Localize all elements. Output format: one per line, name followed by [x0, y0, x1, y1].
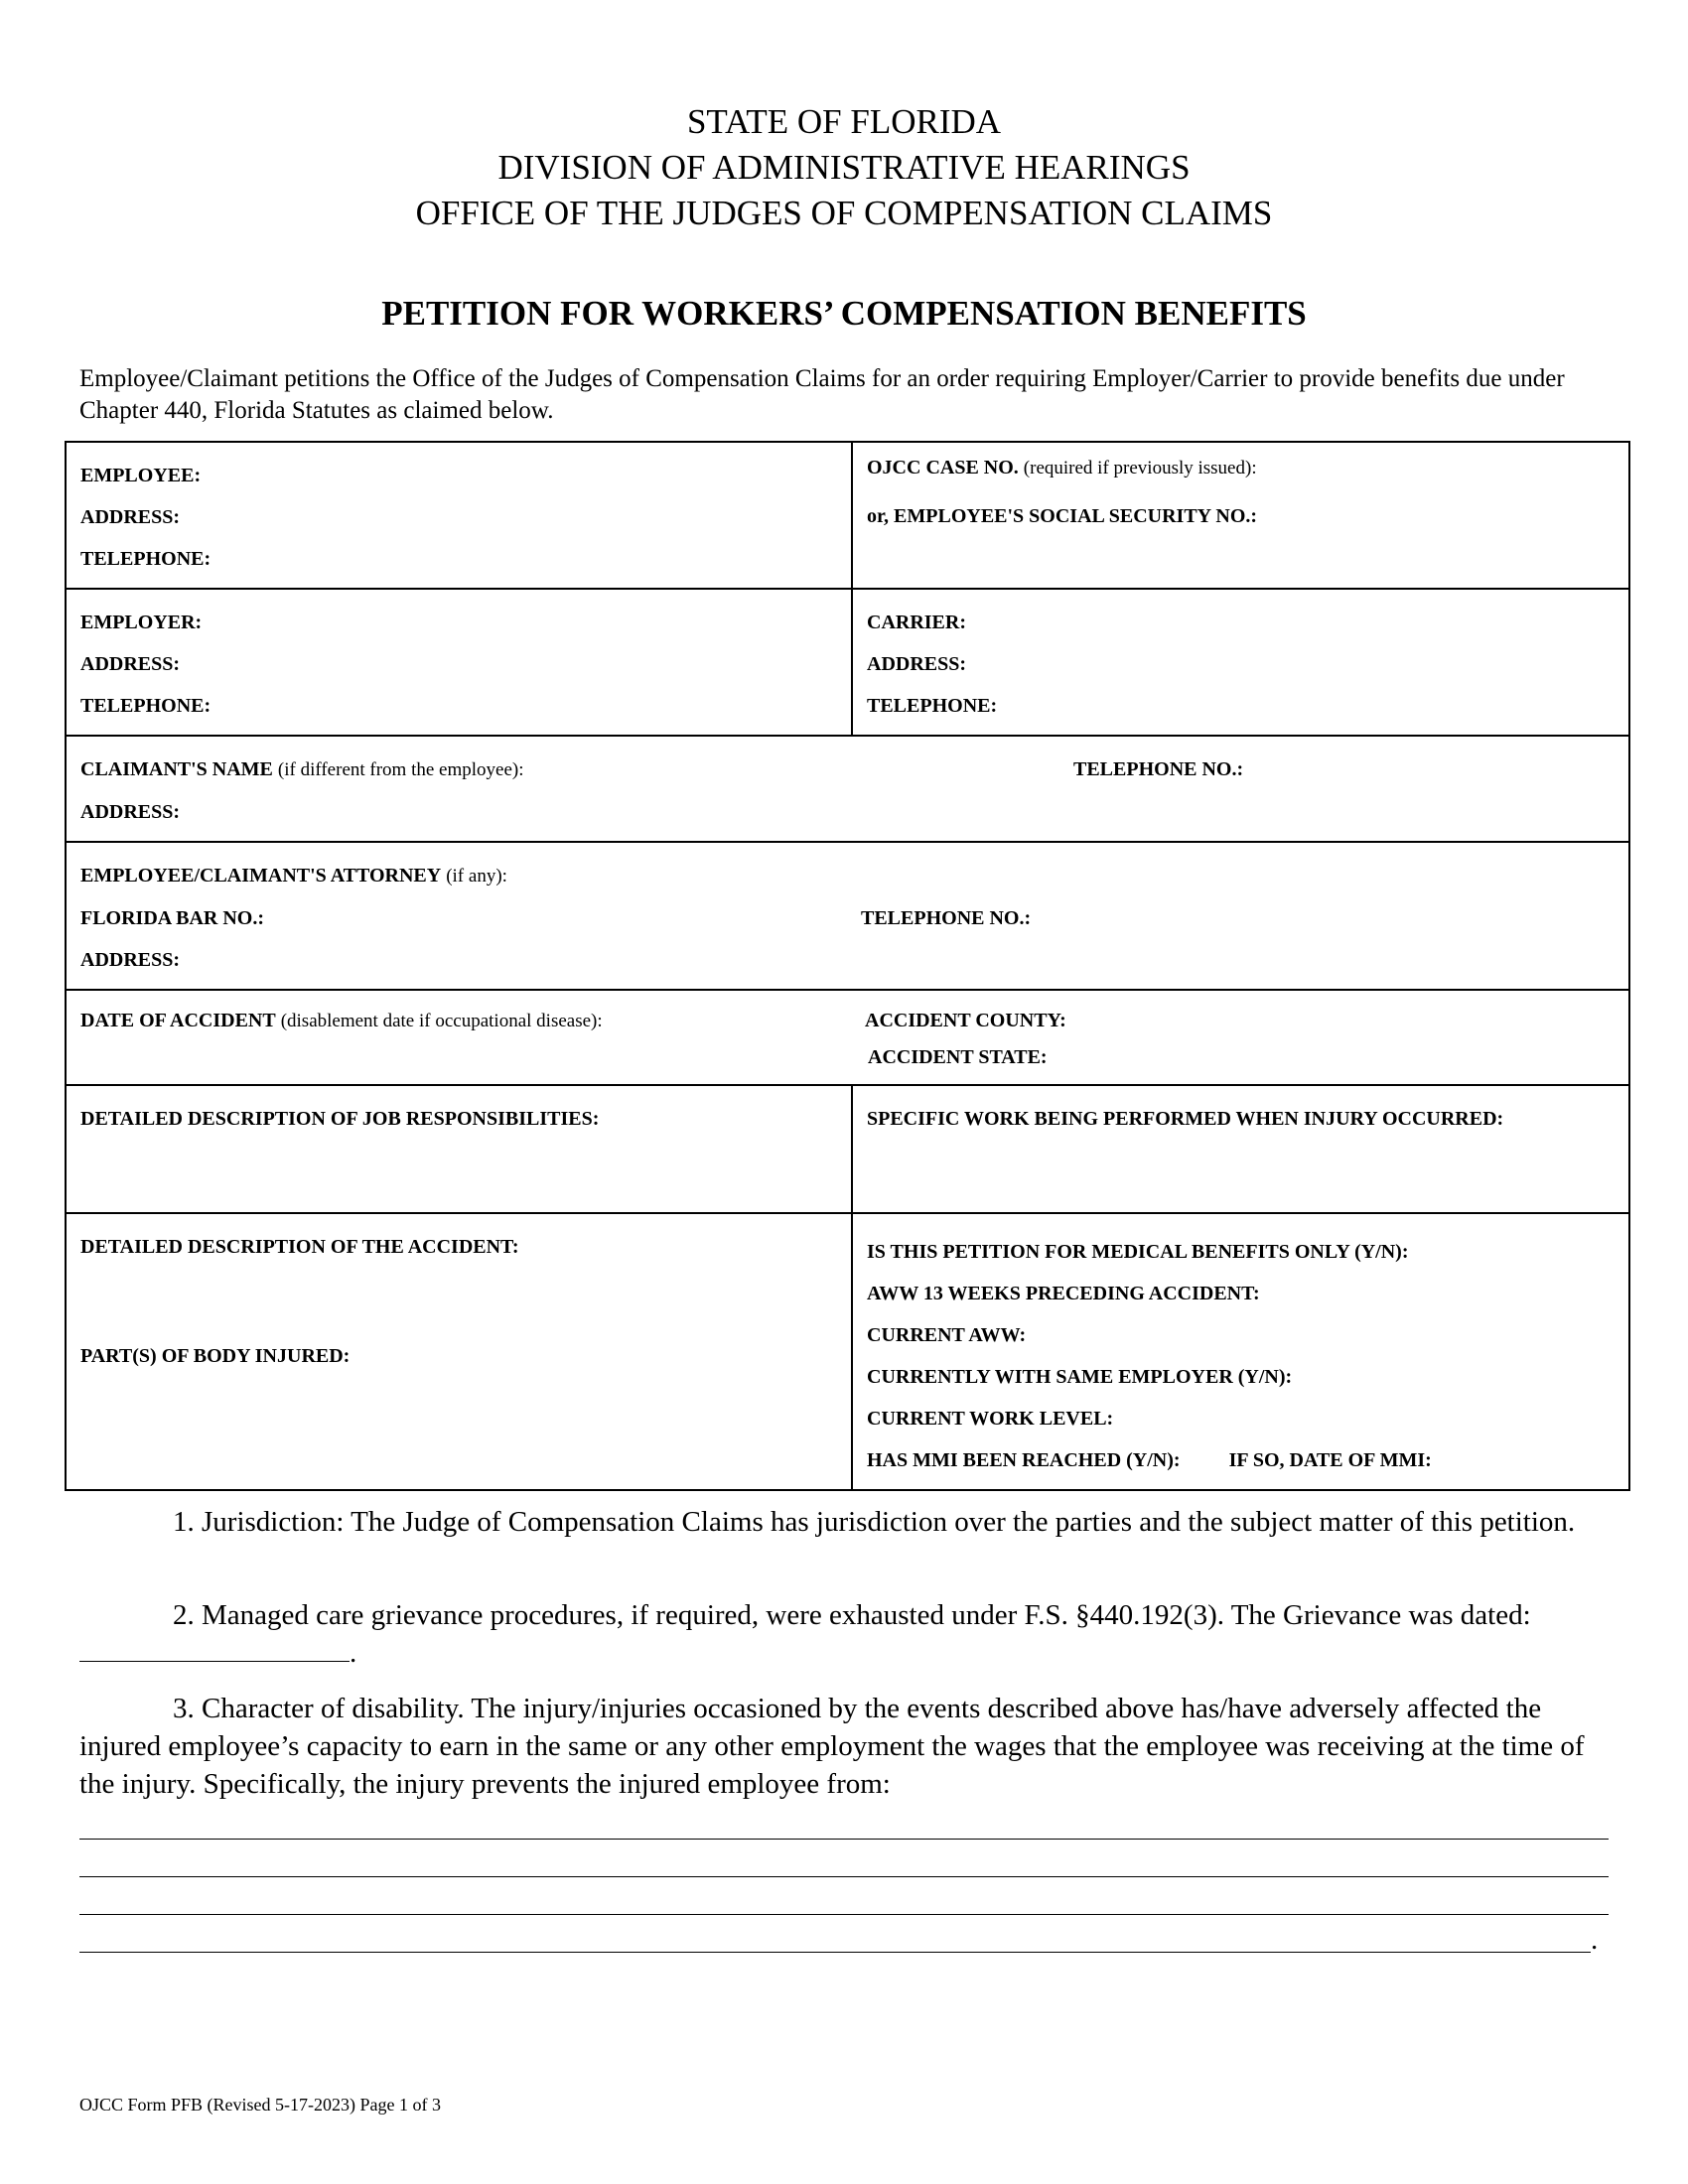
job-responsibilities-cell[interactable]: [66, 1085, 852, 1213]
specific-work-label: SPECIFIC WORK BEING PERFORMED WHEN INJURY OCCURRED:: [867, 1108, 1504, 1130]
claimant-cell[interactable]: [66, 736, 1629, 842]
work-level-label: CURRENT WORK LEVEL:: [867, 1408, 1114, 1430]
disability-text: 3. Character of disability. The injury/injuries occasioned by the events described above has/have adversely affected the injured employee’s capacity to earn in the same or any other employment the wages that the employee was receiving at the time of the injury. Specifically, the injury prevents the injured employee from:: [79, 1693, 1585, 1800]
header-state: STATE OF FLORIDA: [686, 102, 1002, 141]
attorney-address-label: ADDRESS:: [80, 949, 181, 971]
disability-answer-line-3[interactable]: [79, 1914, 1609, 1915]
claimant-name-label: CLAIMANT'S NAME: [80, 758, 273, 780]
employer-telephone-label: TELEPHONE:: [80, 695, 211, 717]
intro-text: Employee/Claimant petitions the Office of the Judges of Compensation Claims for an order requiring Employer/Carrier to provide benefits due under Chapter 440, Florida Statutes as claimed below.: [79, 365, 1565, 424]
employer-address-label: ADDRESS:: [80, 653, 181, 675]
disability-answer-line-2[interactable]: [79, 1876, 1609, 1877]
same-employer-label: CURRENTLY WITH SAME EMPLOYER (Y/N):: [867, 1366, 1293, 1388]
employee-telephone-label: TELEPHONE:: [80, 548, 211, 570]
ssn-label: or, EMPLOYEE'S SOCIAL SECURITY NO.:: [867, 505, 1258, 527]
grievance-date-blank[interactable]: [79, 1635, 350, 1662]
row-attorney: [66, 842, 1629, 990]
row-employee: [66, 442, 1629, 589]
attorney-label: EMPLOYEE/CLAIMANT'S ATTORNEY: [80, 865, 442, 887]
specific-work-cell[interactable]: [852, 1085, 1629, 1213]
case-number-cell[interactable]: [852, 442, 1629, 589]
header-office: OFFICE OF THE JUDGES OF COMPENSATION CLAIMS: [415, 194, 1273, 232]
attorney-cell[interactable]: [66, 842, 1629, 990]
row-job: [66, 1085, 1629, 1213]
mmi-reached-label: HAS MMI BEEN REACHED (Y/N):: [867, 1449, 1181, 1471]
benefits-info-cell[interactable]: [852, 1213, 1629, 1490]
medical-only-label: IS THIS PETITION FOR MEDICAL BENEFITS ONLY (Y/N):: [867, 1241, 1409, 1263]
disability-answer-period: .: [1591, 1924, 1599, 1956]
accident-county-label: ACCIDENT COUNTY:: [865, 1010, 1066, 1031]
accident-description-cell[interactable]: [66, 1213, 852, 1490]
employer-cell[interactable]: [66, 589, 852, 736]
aww-13-weeks-label: AWW 13 WEEKS PRECEDING ACCIDENT:: [867, 1283, 1260, 1304]
carrier-address-label: ADDRESS:: [867, 653, 967, 675]
row-accident-details: [66, 1213, 1629, 1490]
claimant-telephone-label: TELEPHONE NO.:: [1073, 758, 1244, 780]
carrier-telephone-label: TELEPHONE:: [867, 695, 998, 717]
row-accident-date: [66, 990, 1629, 1085]
row-claimant: [66, 736, 1629, 842]
claimant-address-label: ADDRESS:: [80, 801, 181, 823]
employee-cell[interactable]: [66, 442, 852, 589]
accident-description-label: DETAILED DESCRIPTION OF THE ACCIDENT:: [80, 1236, 519, 1258]
body-parts-label: PART(S) OF BODY INJURED:: [80, 1345, 351, 1367]
jurisdiction-text: 1. Jurisdiction: The Judge of Compensation Claims has jurisdiction over the parties and the subject matter of this petition.: [173, 1506, 1576, 1538]
mmi-date-label: IF SO, DATE OF MMI:: [1228, 1449, 1432, 1471]
current-aww-label: CURRENT AWW:: [867, 1324, 1027, 1346]
attorney-telephone-label: TELEPHONE NO.:: [861, 907, 1032, 929]
row-employer-carrier: [66, 589, 1629, 736]
ojcc-case-label: OJCC CASE NO.: [867, 457, 1019, 478]
accident-date-cell[interactable]: [66, 990, 1629, 1085]
grievance-period: .: [350, 1637, 357, 1669]
ojcc-case-note: (required if previously issued):: [1023, 458, 1257, 478]
form-header: [0, 99, 1688, 236]
disability-answer-line-1[interactable]: [79, 1839, 1609, 1840]
grievance-text: 2. Managed care grievance procedures, if required, were exhausted under F.S. §440.192(3). The Grievance was dated:: [173, 1599, 1531, 1631]
header-division: DIVISION OF ADMINISTRATIVE HEARINGS: [497, 148, 1191, 187]
date-of-accident-note: (disablement date if occupational disease):: [280, 1011, 603, 1031]
accident-state-label: ACCIDENT STATE:: [868, 1046, 1048, 1068]
carrier-label: CARRIER:: [867, 612, 966, 633]
disability-answer-line-4[interactable]: [79, 1952, 1591, 1953]
employee-address-label: ADDRESS:: [80, 506, 181, 528]
employer-label: EMPLOYER:: [80, 612, 203, 633]
carrier-cell[interactable]: [852, 589, 1629, 736]
paragraph-disability: [79, 1690, 1609, 1803]
bar-number-label: FLORIDA BAR NO.:: [80, 907, 265, 929]
petition-form-table: [65, 441, 1630, 1491]
form-footer: OJCC Form PFB (Revised 5-17-2023) Page 1 of 3: [79, 2095, 441, 2115]
job-responsibilities-label: DETAILED DESCRIPTION OF JOB RESPONSIBILITIES:: [80, 1108, 600, 1130]
paragraph-jurisdiction: [79, 1503, 1609, 1541]
form-title: PETITION FOR WORKERS’ COMPENSATION BENEFITS: [381, 294, 1307, 333]
claimant-name-note: (if different from the employee):: [277, 759, 524, 780]
paragraph-grievance: [79, 1596, 1609, 1672]
attorney-note: (if any):: [446, 866, 507, 887]
date-of-accident-label: DATE OF ACCIDENT: [80, 1010, 276, 1031]
employee-label: EMPLOYEE:: [80, 465, 202, 486]
